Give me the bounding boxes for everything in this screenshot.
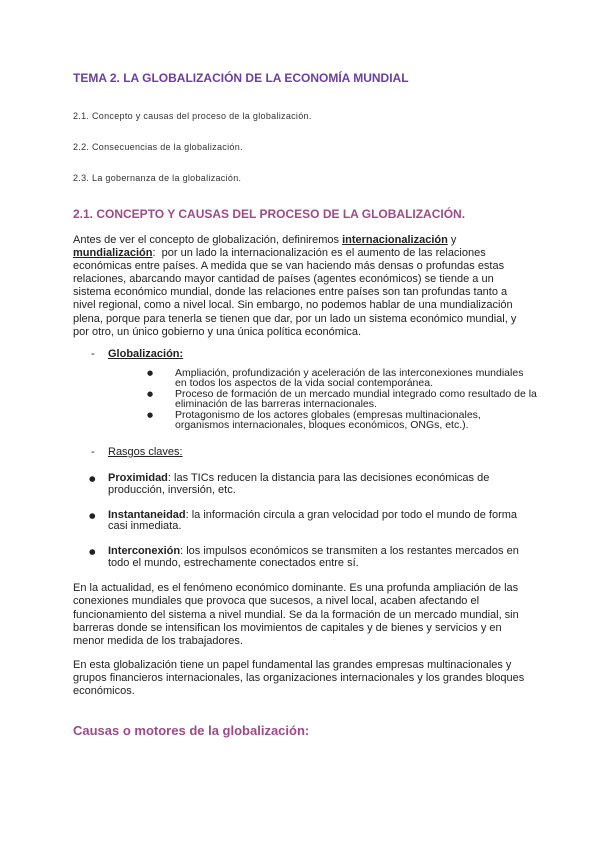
globalizacion-list (147, 367, 537, 432)
rasgos-label: Rasgos claves: (108, 446, 183, 458)
rasgos-label-row (0, 445, 600, 459)
intro-line: plena, porque para tenerla se tienen que dar, por un lado un sistema económico mundial, y (73, 312, 517, 325)
list-item-text: : los impulsos económicos se transmiten a los restantes mercados en (180, 545, 519, 558)
bullet-icon: ● (89, 474, 96, 483)
paragraph-line: En esta globalización tiene un papel fundamental las grandes empresas multinacionales y (73, 659, 512, 671)
list-item-line: en todos los aspectos de la vida social contemporánea. (175, 377, 433, 390)
bullet-icon: ● (147, 410, 154, 419)
causas-heading: Causas o motores de la globalización: (73, 723, 310, 738)
list-item (147, 408, 537, 432)
term-mundializacion: mundialización (73, 247, 153, 260)
list-item-line: producción, inversión, etc. (108, 483, 236, 496)
bullet-icon: ● (89, 547, 96, 557)
list-item-text: : las TICs reducen la distancia para las decisiones económicas de (167, 472, 490, 484)
intro-text: y (447, 234, 457, 246)
section-heading: 2.1. CONCEPTO Y CAUSAS DEL PROCESO DE LA GLOBALIZACIÓN. (73, 207, 466, 221)
list-item-line: Ampliación, profundización y aceleración de las interconexiones mundiales (175, 367, 524, 379)
globalizacion-label: Globalización: (108, 348, 184, 360)
bullet-icon: ● (147, 389, 154, 398)
toc-item-2-2: 2.2. Consecuencias de la globalización. (73, 142, 243, 152)
list-item-text: : la información circula a gran velocidad por todo el mundo de forma (185, 508, 518, 521)
intro-line: económicas entre países. A medida que se van haciendo más densas o profundas estas (73, 260, 505, 273)
list-item-line: Protagonismo de los actores globales (empresas multinacionales, (175, 408, 481, 421)
paragraph-line: barreras donde se intensifican los movimientos de capitales y de bienes y servicios y en (73, 621, 502, 634)
intro-text: Antes de ver el concepto de globalización, definiremos (73, 234, 343, 246)
intro-line: relaciones, abarcando mayor cantidad de países (agentes económicos) se tiende a un (73, 273, 494, 286)
list-item (89, 508, 519, 533)
paragraph-line: grupos financieros internacionales, las organizaciones internacionales y los grandes bloques (73, 672, 525, 685)
toc-item-2-1: 2.1. Concepto y causas del proceso de la globalización. (73, 111, 312, 121)
intro-line (73, 247, 516, 260)
paragraph-line: conexiones mundiales que provoca que sucesos, a nivel local, acaben afectando el (73, 595, 480, 608)
intro-text: : por un lado la internacionalización es el aumento de las relaciones (152, 247, 486, 260)
paragraph-line: funcionamiento del sistema a nivel mundial. Se da la formación de un mercado mundial, sin (73, 608, 519, 621)
globalizacion-label-row (0, 347, 600, 361)
list-item (147, 367, 537, 390)
actualidad-paragraph (73, 582, 519, 648)
dash-marker: - (91, 348, 95, 360)
intro-line: nivel regional, como a nivel local. Sin embargo, no podemos hablar de una mundialización (73, 299, 513, 312)
list-item (89, 472, 519, 496)
page-title: TEMA 2. LA GLOBALIZACIÓN DE LA ECONOMÍA MUNDIAL (73, 71, 409, 85)
term-instantaneidad: Instantaneidad (108, 508, 186, 521)
intro-line: por otro, un único gobierno y una única política económica. (73, 325, 362, 338)
list-item-line: casi inmediata. (108, 520, 182, 533)
term-internacionalizacion: internacionalización (342, 234, 448, 246)
list-item-line: organismos internacionales, bloques económicos, ONGs, etc.). (175, 419, 469, 432)
list-item-line: todo el mundo, estrechamente conectados entre sí. (108, 556, 359, 569)
paragraph-line: económicos. (73, 685, 135, 698)
term-proximidad: Proximidad (108, 472, 168, 484)
list-item-line: Proceso de formación de un mercado mundial integrado como resultado de la (175, 387, 537, 400)
intro-line: sistema económico mundial, donde las relaciones entre países son tan profundas tanto a (73, 286, 508, 299)
actores-paragraph (73, 659, 524, 699)
list-item (89, 545, 519, 569)
paragraph-line: menor medida de los trabajadores. (73, 635, 243, 647)
list-item-line (108, 473, 519, 485)
rasgos-list (89, 472, 519, 583)
list-item (147, 387, 537, 411)
bullet-icon: ● (147, 369, 154, 377)
list-item-line: eliminación de las barreras internacionales. (175, 398, 377, 411)
toc-item-2-3: 2.3. La gobernanza de la globalización. (73, 173, 242, 183)
term-interconexion: Interconexión (108, 545, 181, 558)
bullet-icon: ● (89, 510, 96, 520)
intro-line (73, 234, 516, 247)
paragraph-line: En la actualidad, es el fenómeno económico dominante. Es una profunda ampliación de las (73, 582, 519, 594)
dash-marker: - (91, 446, 95, 458)
intro-paragraph (73, 234, 516, 339)
